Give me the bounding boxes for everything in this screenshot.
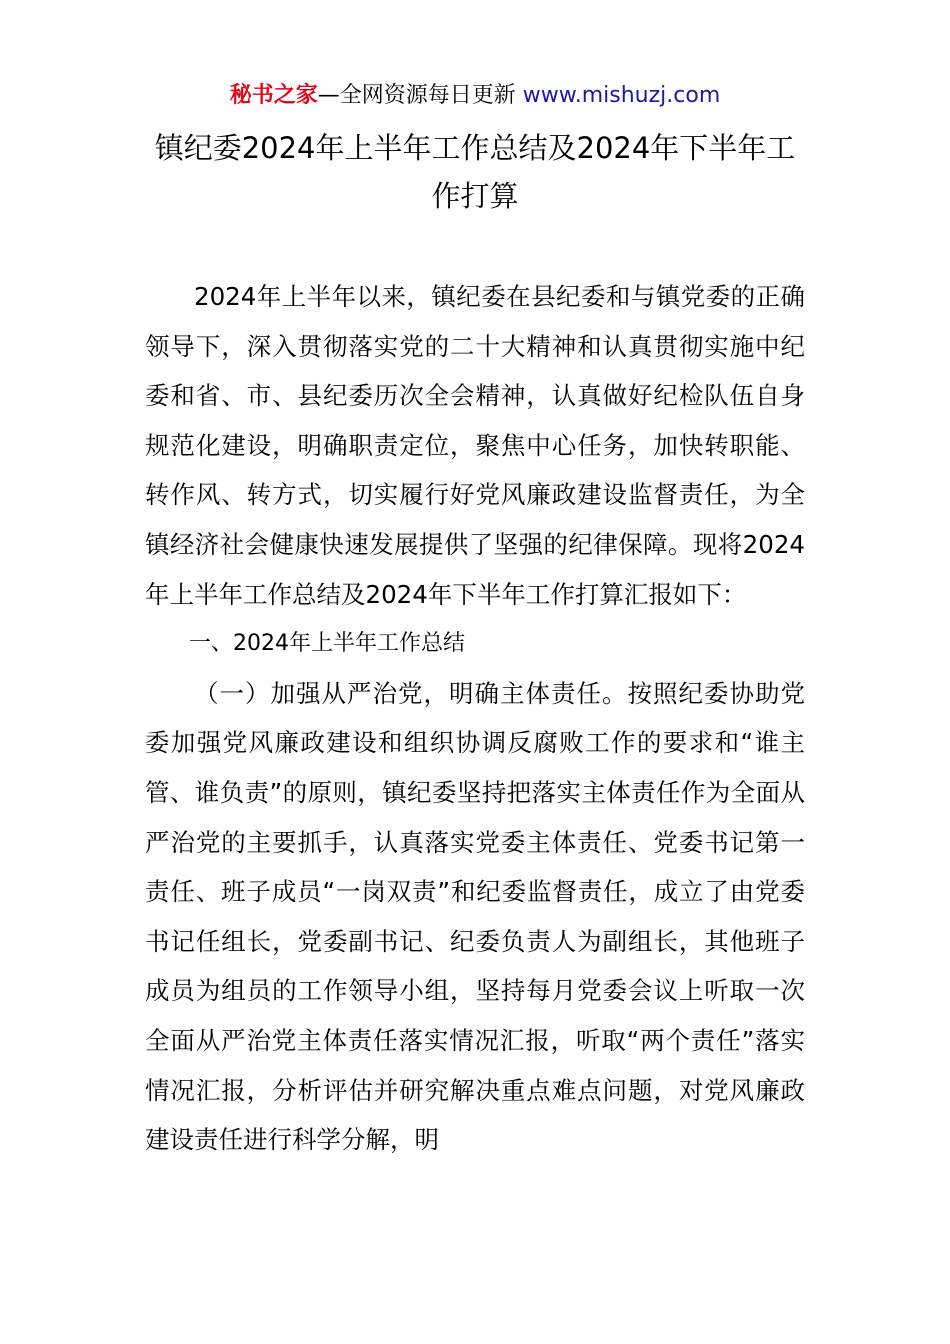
intro-paragraph: 2024年上半年以来，镇纪委在县纪委和与镇党委的正确领导下，深入贯彻落实党的二十大精神和认真贯彻实施中纪委和省、市、县纪委历次全会精神，认真做好纪检队伍自身规范化建设，明确职责定位，聚焦中心任务，加快转职能、转作风、转方式，切实履行好党风廉政建设监督责任，为全镇经济社会健康快速发展提供了坚强的纪律保障。现将2024年上半年工作总结及2024年下半年工作打算汇报如下： [145, 282, 805, 609]
site-url[interactable]: www.mishuzj.com [522, 83, 721, 108]
document-title: 镇纪委2024年上半年工作总结及2024年下半年工作打算 [154, 131, 796, 213]
document-body [145, 272, 805, 1165]
site-brand: 秘书之家 [229, 83, 318, 108]
site-header [0, 80, 950, 112]
site-slogan: —全网资源每日更新 [317, 83, 523, 108]
body-paragraph: （一）加强从严治党，明确主体责任。按照纪委协助党委加强党风廉政建设和组织协调反腐败工作的要求和“谁主管、谁负责”的原则，镇纪委坚持把落实主体责任作为全面从严治党的主要抓手，认真落实党委主体责任、党委书记第一责任、班子成员“一岗双责”和纪委监督责任，成立了由党委书记任组长，党委副书记、纪委负责人为副组长，其他班子成员为组员的工作领导小组，坚持每月党委会议上听取一次全面从严治党主体责任落实情况汇报，听取“两个责任”落实情况汇报，分析评估并研究解决重点难点问题，对党风廉政建设责任进行科学分解，明 [145, 678, 805, 1155]
section-heading: 一、2024年上半年工作总结 [189, 631, 465, 657]
